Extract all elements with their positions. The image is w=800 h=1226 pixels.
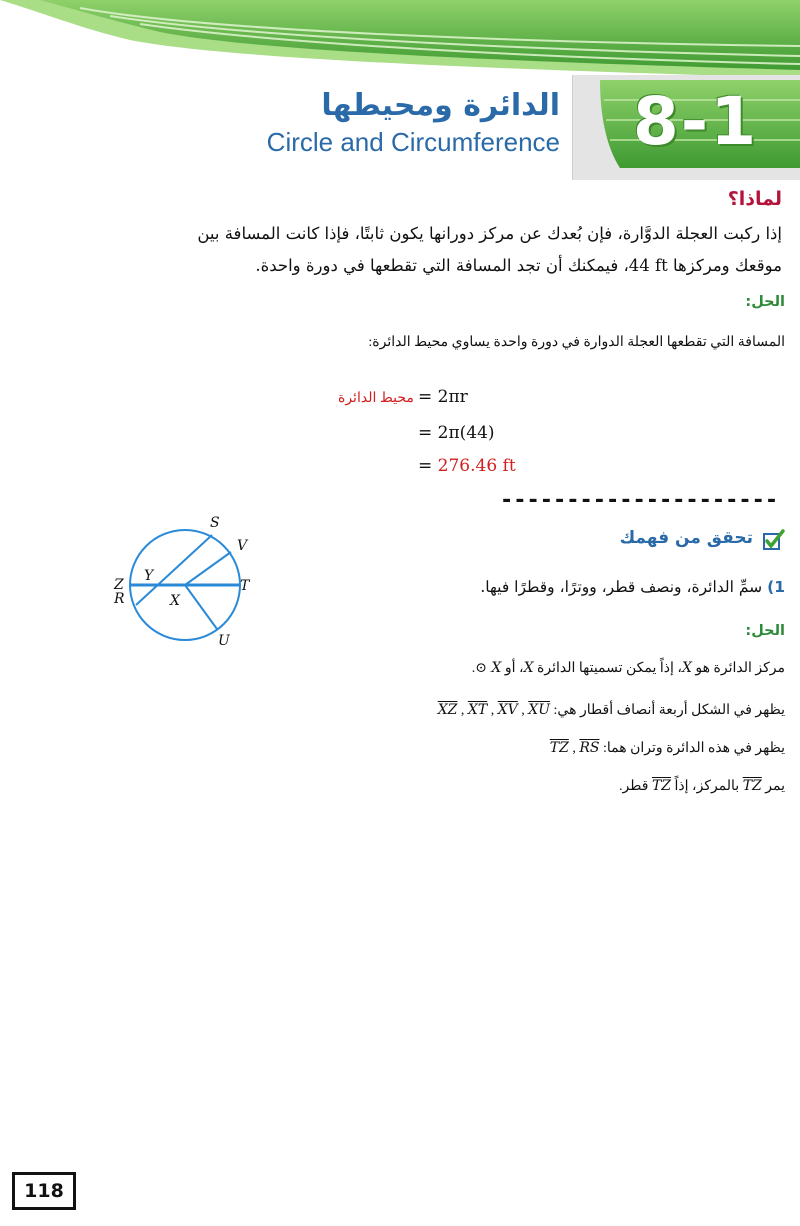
solution2-line-4: يمر TZ بالمركز، إذاً TZ قطر. xyxy=(619,778,785,794)
label-u: U xyxy=(218,633,230,649)
question-number: 1) xyxy=(767,578,785,596)
check-understanding-title: تحقق من فهمك xyxy=(619,528,753,548)
equation-label: محيط الدائرة xyxy=(338,391,414,406)
lesson-title-english: Circle and Circumference xyxy=(266,127,560,157)
label-s: S xyxy=(210,515,220,531)
separator-dashes: --------------------- xyxy=(500,488,779,513)
lesson-title-arabic: الدائرة ومحيطها xyxy=(321,88,560,123)
label-x: X xyxy=(170,593,180,609)
check-understanding-header xyxy=(560,528,785,558)
radii-list: $\overline{XZ}$ , $\overline{XT}$ , $\overline{XV}$ , $\overline{XU}$ xyxy=(437,702,551,718)
solution-text-1: المسافة التي تقطعها العجلة الدوارة في دورة واحدة يساوي محيط الدائرة: xyxy=(368,335,785,350)
label-y: Y xyxy=(144,568,154,584)
circle-figure xyxy=(100,515,280,665)
intro-line-1: إذا ركبت العجلة الدوَّارة، فإن بُعدك عن مركز دورانها يكون ثابتًا، فإذا كانت المسافة بين xyxy=(197,224,782,243)
why-heading: لماذا؟ xyxy=(727,188,782,210)
intro-paragraph xyxy=(190,218,782,282)
solution2-line-2: يظهر في الشكل أربعة أنصاف أقطار هي: $\overline{XZ}$ , $\overline{XT}$ , $\overline{XV}$ , $\overline{XU}$ xyxy=(437,702,785,718)
chords-list: $\overline{TZ}$ , $\overline{RS}$ xyxy=(549,740,600,756)
checkmark-icon xyxy=(761,528,785,552)
page-number: 118 xyxy=(12,1172,76,1210)
question-1 xyxy=(360,578,785,596)
equation-line-2: = 2π(44) xyxy=(418,423,495,443)
radius-xv xyxy=(185,552,231,585)
circle-symbol: ⊙ X xyxy=(475,660,502,676)
intro-distance-value: 44 ft xyxy=(628,256,668,275)
label-r: R xyxy=(114,591,125,607)
question-text: سمِّ الدائرة، ونصف قطر، ووترًا، وقطرًا فيها. xyxy=(480,578,763,596)
label-t: T xyxy=(240,578,250,594)
solution2-line-3: يظهر في هذه الدائرة وتران هما: $\overline{TZ}$ , $\overline{RS}$ xyxy=(549,740,785,756)
label-v: V xyxy=(237,538,248,554)
label-z: Z xyxy=(114,577,124,593)
intro-line-2: موقعك ومركزها 44 ft، فيمكنك أن تجد المسافة التي تقطعها في دورة واحدة. xyxy=(255,256,782,275)
solution-label-2: الحل: xyxy=(745,623,785,639)
equation-line-3: = 276.46 ft xyxy=(418,456,516,476)
lesson-number: 8-1 xyxy=(632,83,759,160)
equation-result: 276.46 ft xyxy=(437,456,516,476)
solution-label-1: الحل: xyxy=(745,294,785,310)
solution2-line-1: مركز الدائرة هو X، إذاً يمكن تسميتها الدائرة X، أو ⊙ X. xyxy=(471,660,785,676)
radius-xu xyxy=(185,585,217,629)
equation-line-1: = 2πr xyxy=(418,387,468,407)
